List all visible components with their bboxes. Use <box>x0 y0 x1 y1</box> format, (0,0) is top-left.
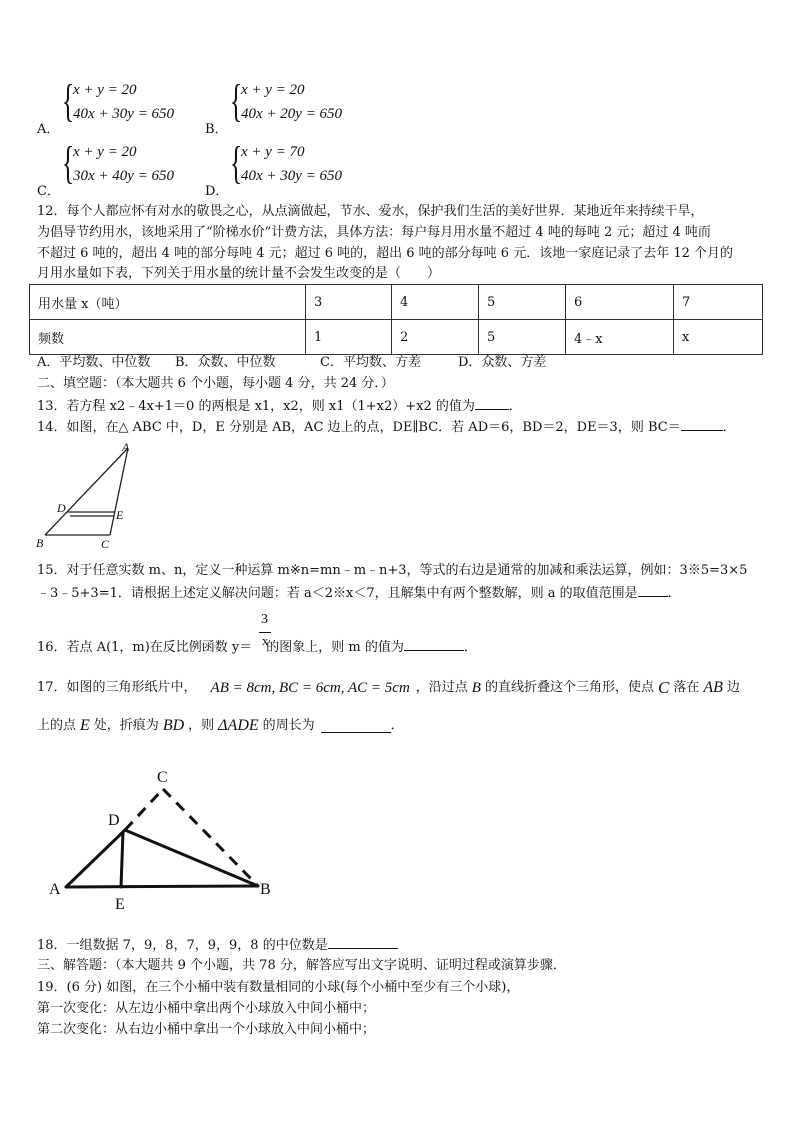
q14-text: 14．如图，在△ ABC 中，D，E 分别是 AB，AC 边上的点，DE∥BC．若 AD＝6，BD＝2，DE＝3，则 BC＝ <box>37 420 681 435</box>
q12-option-b: B．众数、中位数 <box>175 355 276 370</box>
answer-blank <box>638 584 668 597</box>
q17-pre: 17．如图的三角形纸片中， <box>37 680 197 695</box>
q19-line-2: 第一次变化：从左边小桶中拿出两个小球放入中间小桶中； <box>37 1001 376 1016</box>
dashed-dc <box>125 789 163 830</box>
label-c: C <box>157 769 168 786</box>
point-b: B <box>471 680 481 696</box>
q12-option-d: D．众数、方差 <box>458 355 547 370</box>
side-ab <box>66 886 258 887</box>
equation-1: x + y = 20 <box>73 82 137 98</box>
q12-line-2: 为倡导节约用水，该地采用了“阶梯水价”计费方法，具体方法：每户每月用水量不超过 4 吨的每吨 2 元；超过 4 吨而 <box>37 225 711 240</box>
label-a: A <box>122 440 130 454</box>
q17-line2-post: 的周长为 <box>262 718 315 733</box>
answer-blank <box>328 936 398 949</box>
brace: { <box>230 75 243 126</box>
answer-blank <box>475 397 509 410</box>
q14-triangle-figure <box>30 440 140 552</box>
label-c: C <box>101 537 110 551</box>
table-cell: 4 <box>392 285 479 320</box>
q16-post: 的图象上，则 m 的值为 <box>266 640 404 655</box>
table-cell: 3 <box>306 285 392 320</box>
section-3-heading: 三、解答题：（本大题共 9 个小题，共 78 分，解答应写出文字说明、证明过程或演算步骤． <box>37 958 566 973</box>
segment-ab: AB <box>703 679 723 696</box>
label-e: E <box>115 896 125 912</box>
q17-line-2 <box>37 718 404 734</box>
answer-blank <box>681 418 723 431</box>
fraction-numerator: 3 <box>261 612 268 627</box>
q17-end: ． <box>390 718 404 733</box>
equation-1: x + y = 20 <box>241 82 305 98</box>
table-cell: 6 <box>566 285 674 320</box>
equation-2: 40x + 20y = 650 <box>241 106 343 122</box>
label-e: E <box>116 508 124 522</box>
answer-blank <box>404 638 464 651</box>
equation-1: x + y = 70 <box>241 144 305 160</box>
q17-line2-mid: 处，折痕为 <box>93 718 159 733</box>
table-cell: 5 <box>479 285 566 320</box>
table-cell: 4﹣x <box>566 320 674 355</box>
fraction-denominator: x <box>262 633 269 648</box>
brace: { <box>230 137 243 188</box>
q15-text: ﹣3﹣5+3=1．请根据上述定义解决问题：若 a＜2※x＜7，且解集中有两个整数解，则 a 的取值范围是 <box>37 586 638 601</box>
label-a: A <box>49 881 61 898</box>
q17-mid: ，沿过点 <box>415 680 468 695</box>
q17-end1: 边 <box>726 680 740 695</box>
q12-line-3: 不超过 6 吨的，超出 4 吨的部分每吨 4 元；超过 6 吨的，超出 6 吨的部分每吨 6 元．该地一家庭记录了去年 12 个月的 <box>37 246 734 261</box>
option-label: C． <box>37 184 60 199</box>
q14 <box>37 418 736 436</box>
side-ad <box>66 830 125 887</box>
q12-line-4: 月用水量如下表，下列关于用水量的统计量不会发生改变的是（ ） <box>37 266 441 281</box>
q17-line2-mid2: ，则 <box>188 718 215 733</box>
q16-pre: 16．若点 A(1，m)在反比例函数 y＝ <box>37 640 253 655</box>
q17-line-1 <box>37 680 740 696</box>
fold-line-bd: BD <box>162 717 185 734</box>
table-cell: 5 <box>479 320 566 355</box>
table-cell: x <box>674 320 763 355</box>
q12-line-1: 12．每个人都应怀有对水的敬畏之心，从点滴做起，节水、爱水，保护我们生活的美好世界．某地近年来持续干旱， <box>37 204 704 219</box>
q15-line-1: 15．对于任意实数 m、n，定义一种运算 m※n=mn﹣m﹣n+3，等式的右边是通常的加减和乘法运算，例如：3※5=3×5 <box>37 563 748 578</box>
fold-line-bd <box>125 830 258 886</box>
q17-triangle-figure <box>40 762 290 912</box>
option-label: B． <box>205 122 228 137</box>
q15-end: ． <box>667 586 681 601</box>
q12-option-a: A．平均数、中位数 <box>37 355 151 370</box>
q17-mid3: 落在 <box>673 680 700 695</box>
q17-mid2: 的直线折叠这个三角形，使点 <box>484 680 654 695</box>
q13 <box>37 397 522 415</box>
equation-2: 40x + 30y = 650 <box>73 106 175 122</box>
q15-line-2 <box>37 584 681 602</box>
table-cell: 用水量 x（吨） <box>30 285 306 320</box>
point-e: E <box>80 717 90 734</box>
q16 <box>37 638 477 656</box>
water-usage-table <box>29 284 763 355</box>
table-row <box>30 320 763 355</box>
segment-de <box>121 832 123 887</box>
q18-text: 18．一组数据 7，9，8，7，9，9，8 的中位数是 <box>37 938 328 953</box>
q13-end: ． <box>508 399 522 414</box>
equation-2: 30x + 40y = 650 <box>73 168 175 184</box>
q12-option-c: C．平均数、方差 <box>320 355 421 370</box>
q18 <box>37 936 398 954</box>
q19-line-1: 19．(6 分) 如图，在三个小桶中装有数量相同的小球(每个小桶中至少有三个小球)， <box>37 980 520 995</box>
label-d: D <box>108 812 120 829</box>
option-label: A． <box>37 122 60 137</box>
label-b: B <box>260 881 271 898</box>
q19-line-3: 第二次变化：从右边小桶中拿出一个小球放入中间小桶中； <box>37 1022 376 1037</box>
triangle-ade: ΔADE <box>218 717 259 734</box>
dashed-cb <box>163 789 258 886</box>
table-cell: 7 <box>674 285 763 320</box>
label-d: D <box>57 501 66 515</box>
answer-blank <box>321 720 391 733</box>
table-cell: 2 <box>392 320 479 355</box>
brace: { <box>62 75 75 126</box>
q17-math: AB = 8cm, BC = 6cm, AC = 5cm <box>210 680 410 696</box>
q17-line2-pre: 上的点 <box>37 718 77 733</box>
point-c: C <box>657 678 670 697</box>
label-b: B <box>36 536 44 550</box>
equation-2: 40x + 30y = 650 <box>241 168 343 184</box>
section-2-heading: 二、填空题：（本大题共 6 个小题，每小题 4 分，共 24 分．） <box>37 376 394 391</box>
table-cell: 频数 <box>30 320 306 355</box>
q13-text: 13．若方程 x2﹣4x+1＝0 的两根是 x1，x2，则 x1（1+x2）+x2 的值为 <box>37 399 475 414</box>
q14-end: ． <box>722 420 736 435</box>
equation-1: x + y = 20 <box>73 144 137 160</box>
table-row <box>30 285 763 320</box>
option-label: D． <box>205 184 229 199</box>
table-cell: 1 <box>306 320 392 355</box>
brace: { <box>62 137 75 188</box>
q16-end: ． <box>463 640 477 655</box>
